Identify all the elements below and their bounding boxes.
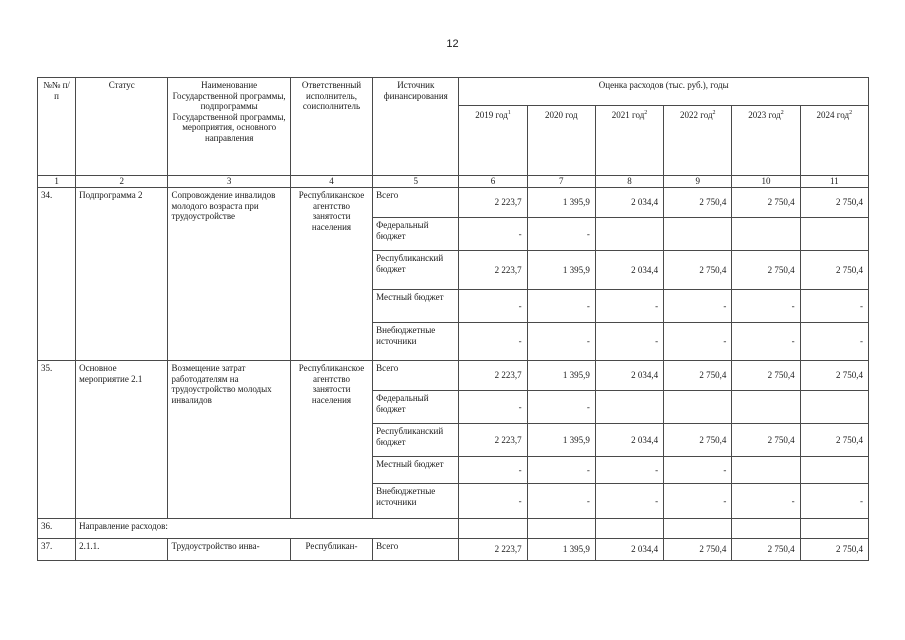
value-cell: 2 750,4 <box>664 424 732 457</box>
value-cell: 2 223,7 <box>459 251 527 290</box>
col-num: 8 <box>595 176 663 188</box>
value-cell: - <box>800 290 868 323</box>
source-label: Внебюджетные источники <box>373 323 459 361</box>
value-cell: 2 223,7 <box>459 188 527 218</box>
value-cell: - <box>664 290 732 323</box>
value-cell <box>527 519 595 539</box>
year-2021: 2021 год$^2$ <box>595 106 663 176</box>
value-cell: 1 395,9 <box>527 424 595 457</box>
row-number: 37. <box>38 539 76 561</box>
value-cell: 1 395,9 <box>527 188 595 218</box>
value-cell: - <box>527 484 595 519</box>
row-executor: Республикан- <box>290 539 372 561</box>
header-no: №№ п/п <box>38 78 76 176</box>
value-cell: 2 223,7 <box>459 539 527 561</box>
year-2020: 2020 год <box>527 106 595 176</box>
header-estimate: Оценка расходов (тыс. руб.), годы <box>459 78 869 106</box>
value-cell: 2 750,4 <box>732 188 800 218</box>
value-cell <box>459 519 527 539</box>
value-cell: 2 750,4 <box>800 188 868 218</box>
row-status: Подпрограмма 2 <box>76 188 168 361</box>
value-cell: - <box>459 290 527 323</box>
value-cell <box>800 457 868 484</box>
source-label: Республиканский бюджет <box>373 251 459 290</box>
value-cell: - <box>664 484 732 519</box>
value-cell: 2 034,4 <box>595 424 663 457</box>
value-cell: 2 750,4 <box>800 361 868 391</box>
value-cell: 2 750,4 <box>664 188 732 218</box>
row-executor: Республиканское агентство занятости населения <box>290 361 372 519</box>
source-label: Всего <box>373 361 459 391</box>
col-num: 9 <box>664 176 732 188</box>
value-cell: - <box>459 391 527 424</box>
table-row <box>38 188 869 218</box>
source-label: Местный бюджет <box>373 457 459 484</box>
value-cell: - <box>595 290 663 323</box>
col-num: 6 <box>459 176 527 188</box>
col-num: 7 <box>527 176 595 188</box>
header-source: Источник финансирования <box>373 78 459 176</box>
value-cell: 2 034,4 <box>595 251 663 290</box>
value-cell: - <box>459 323 527 361</box>
value-cell: - <box>595 457 663 484</box>
value-cell: - <box>595 323 663 361</box>
row-name: Трудоустройство инва- <box>168 539 290 561</box>
value-cell: - <box>459 457 527 484</box>
value-cell: 2 223,7 <box>459 361 527 391</box>
value-cell: 2 223,7 <box>459 424 527 457</box>
value-cell: 2 750,4 <box>800 424 868 457</box>
col-num: 2 <box>76 176 168 188</box>
header-executor: Ответственный исполнитель, соисполнитель <box>290 78 372 176</box>
row-number: 34. <box>38 188 76 361</box>
value-cell: 2 750,4 <box>664 361 732 391</box>
expense-table <box>37 77 869 561</box>
value-cell <box>800 218 868 251</box>
value-cell <box>664 519 732 539</box>
value-cell: - <box>664 323 732 361</box>
col-num: 1 <box>38 176 76 188</box>
row-status: Основное мероприятие 2.1 <box>76 361 168 519</box>
value-cell <box>664 218 732 251</box>
header-name: Наименование Государственной программы, подпрограммы Государственной программы, мероприятия, основного направления <box>168 78 290 176</box>
value-cell: - <box>732 484 800 519</box>
col-num: 10 <box>732 176 800 188</box>
value-cell: - <box>527 323 595 361</box>
value-cell: 2 750,4 <box>664 539 732 561</box>
row-name: Возмещение затрат работодателям на трудоустройство молодых инвалидов <box>168 361 290 519</box>
value-cell <box>595 391 663 424</box>
value-cell: 2 034,4 <box>595 361 663 391</box>
table-row <box>38 361 869 391</box>
col-num: 5 <box>373 176 459 188</box>
table-row <box>38 539 869 561</box>
source-label: Внебюджетные источники <box>373 484 459 519</box>
row-number: 35. <box>38 361 76 519</box>
year-2024: 2024 год$^2$ <box>800 106 868 176</box>
value-cell: - <box>595 484 663 519</box>
direction-label: Направление расходов: <box>76 519 459 539</box>
source-label: Всего <box>373 188 459 218</box>
source-label: Местный бюджет <box>373 290 459 323</box>
value-cell: - <box>800 484 868 519</box>
source-label: Всего <box>373 539 459 561</box>
value-cell <box>732 457 800 484</box>
value-cell <box>800 519 868 539</box>
year-2019: 2019 год$^1$ <box>459 106 527 176</box>
value-cell: 2 750,4 <box>732 251 800 290</box>
value-cell: - <box>527 457 595 484</box>
value-cell: - <box>664 457 732 484</box>
value-cell <box>732 391 800 424</box>
value-cell: 2 750,4 <box>800 251 868 290</box>
col-num: 11 <box>800 176 868 188</box>
value-cell: 2 750,4 <box>800 539 868 561</box>
row-status: 2.1.1. <box>76 539 168 561</box>
value-cell: 2 034,4 <box>595 539 663 561</box>
col-num: 3 <box>168 176 290 188</box>
value-cell <box>595 519 663 539</box>
value-cell: 1 395,9 <box>527 539 595 561</box>
value-cell <box>595 218 663 251</box>
table-row <box>38 519 869 539</box>
value-cell <box>800 391 868 424</box>
col-num: 4 <box>290 176 372 188</box>
value-cell: 2 750,4 <box>664 251 732 290</box>
header-status: Статус <box>76 78 168 176</box>
value-cell: - <box>732 290 800 323</box>
header-row <box>38 78 869 106</box>
value-cell <box>732 519 800 539</box>
value-cell: 1 395,9 <box>527 251 595 290</box>
value-cell: 2 034,4 <box>595 188 663 218</box>
value-cell: 2 750,4 <box>732 361 800 391</box>
value-cell: 2 750,4 <box>732 424 800 457</box>
value-cell <box>732 218 800 251</box>
value-cell: - <box>800 323 868 361</box>
value-cell: - <box>527 218 595 251</box>
page-number: 12 <box>446 38 459 50</box>
value-cell: - <box>459 484 527 519</box>
source-label: Федеральный бюджет <box>373 218 459 251</box>
value-cell: 2 750,4 <box>732 539 800 561</box>
value-cell: - <box>459 218 527 251</box>
value-cell <box>664 391 732 424</box>
source-label: Республиканский бюджет <box>373 424 459 457</box>
year-2023: 2023 год$^2$ <box>732 106 800 176</box>
row-number: 36. <box>38 519 76 539</box>
year-2022: 2022 год$^2$ <box>664 106 732 176</box>
value-cell: - <box>527 391 595 424</box>
row-executor: Республиканское агентство занятости населения <box>290 188 372 361</box>
value-cell: - <box>527 290 595 323</box>
value-cell: 1 395,9 <box>527 361 595 391</box>
source-label: Федеральный бюджет <box>373 391 459 424</box>
value-cell: - <box>732 323 800 361</box>
row-name: Сопровождение инвалидов молодого возраста при трудоустройстве <box>168 188 290 361</box>
column-numbers-row <box>38 176 869 188</box>
